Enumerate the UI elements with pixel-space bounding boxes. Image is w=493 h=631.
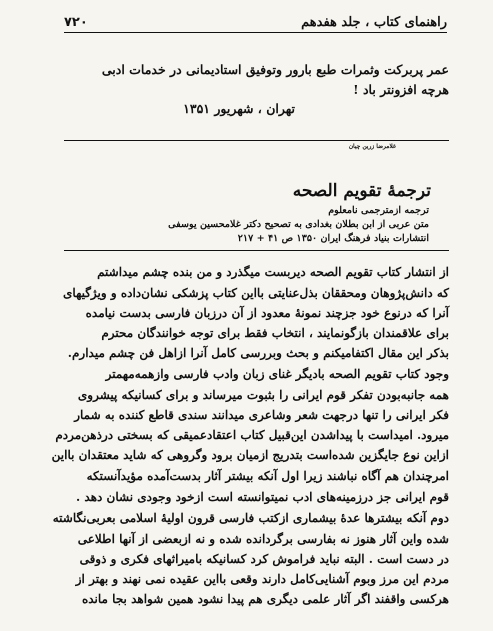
body-line: آنرا که درنوع خود جزچند نمونهٔ معدود از آن درزبان فارسی بدست نیامده [85, 306, 449, 320]
page-header [64, 12, 447, 33]
body-line: همه جانبه‌بودن تفکر قوم ایرانی را بثبوت میرساند و برای کسانیکه پیشروی [77, 388, 449, 402]
body-line: از انتشار کتاب تقویم الصحه دیربست میگذرد و من بنده چشم میداشتم [97, 265, 449, 279]
body-line: در دست است . البته نباید فراموش کرد کسانیکه بامیراثهای فکری و ذوقی [79, 552, 449, 566]
body-line: که دانش‌پژوهان ومحققان بذل‌عنایتی بااین کتاب پزشکی نشان‌داده و ویژگیهای [63, 286, 449, 300]
book-editor: متن عربی از ابن بطلان بغدادی به تصحیح دکتر غلامحسین یوسفی [168, 219, 429, 230]
intro-date: تهران ، شهریور ۱۳۵۱ [183, 101, 295, 116]
intro-line-2: هرچه افزونتر باد ! [353, 82, 449, 97]
body-line: هرکسی واقفند اگر آثار علمی دیگری هم پیدا نشود همین شواهد بجا مانده [81, 592, 449, 606]
body-line: امرچندان هم آگاه نباشند زیرا اول آنکه بیشتر آثار بدست‌آمده مؤیدآنستکه [86, 469, 449, 483]
body-line: ازاین نوع جایگزین شده‌است بتدریج ازمیان برود وگروهی که شاید معتقدان بااین [51, 448, 449, 462]
body-line: وجود کتاب تقویم الصحه بادیگر غنای زبان وادب فارسی وازهمه‌مهمتر [105, 367, 449, 381]
intro-line-1: عمر پربرکت وثمرات طبع بارور وتوفیق استادیمانی در خدمات ادبی [101, 62, 449, 77]
body-line: برای علاقمندان بازگونمایند ، انتخاب فقط برای توجه خوانندگان محترم [101, 326, 449, 340]
book-title: ترجمهٔ تقویم الصحه [292, 181, 431, 201]
body-line: میرود. امیداست با پیداشدن این‌قبیل کتاب اعتقادعمیقی که بسختی درذهن‌مردم [55, 428, 449, 442]
reviewer-name: غلامرضا زرین چیان [348, 143, 396, 150]
book-publisher: انتشارات بنیاد فرهنگ ایران ۱۳۵۰ ص ۴۱ + ۲۱۷ [237, 233, 429, 244]
body-line: قوم ایرانی جز درزمینه‌های ادب نمیتوانسته است ازخود وجودی نشان دهد . [76, 490, 449, 504]
body-line: دوم آنکه بیشترها عدهٔ بیشماری ازکتب فارسی قرون اولیهٔ اسلامی بعربی‌نگاشته [52, 511, 449, 525]
review-heading-box [64, 140, 449, 251]
body-line: بذکر این مقال اکتفامیکنم و بحث وبررسی کامل آنرا ازاهل فن چشم میدارم. [67, 346, 449, 360]
body-line: فکر ایرانی را تنها درجهت شعر وشاعری میدانند سندی قاطع کننده به شمار [74, 408, 449, 422]
page-number: ۷۲۰ [64, 14, 88, 30]
body-line: مردم این مرز وبوم آشنایی‌کامل دارند وقعی بااین عقیده نمی نهند و بهتر از [75, 572, 449, 586]
book-translator: ترجمه ازمترجمی نامعلوم [328, 205, 429, 216]
running-head: راهنمای کتاب ، جلد هفدهم [301, 14, 447, 30]
body-line: شده واین آثار هنوز نه بفارسی برگردانده شده و نه ازبعضی از آنها اطلاعی [77, 532, 449, 546]
